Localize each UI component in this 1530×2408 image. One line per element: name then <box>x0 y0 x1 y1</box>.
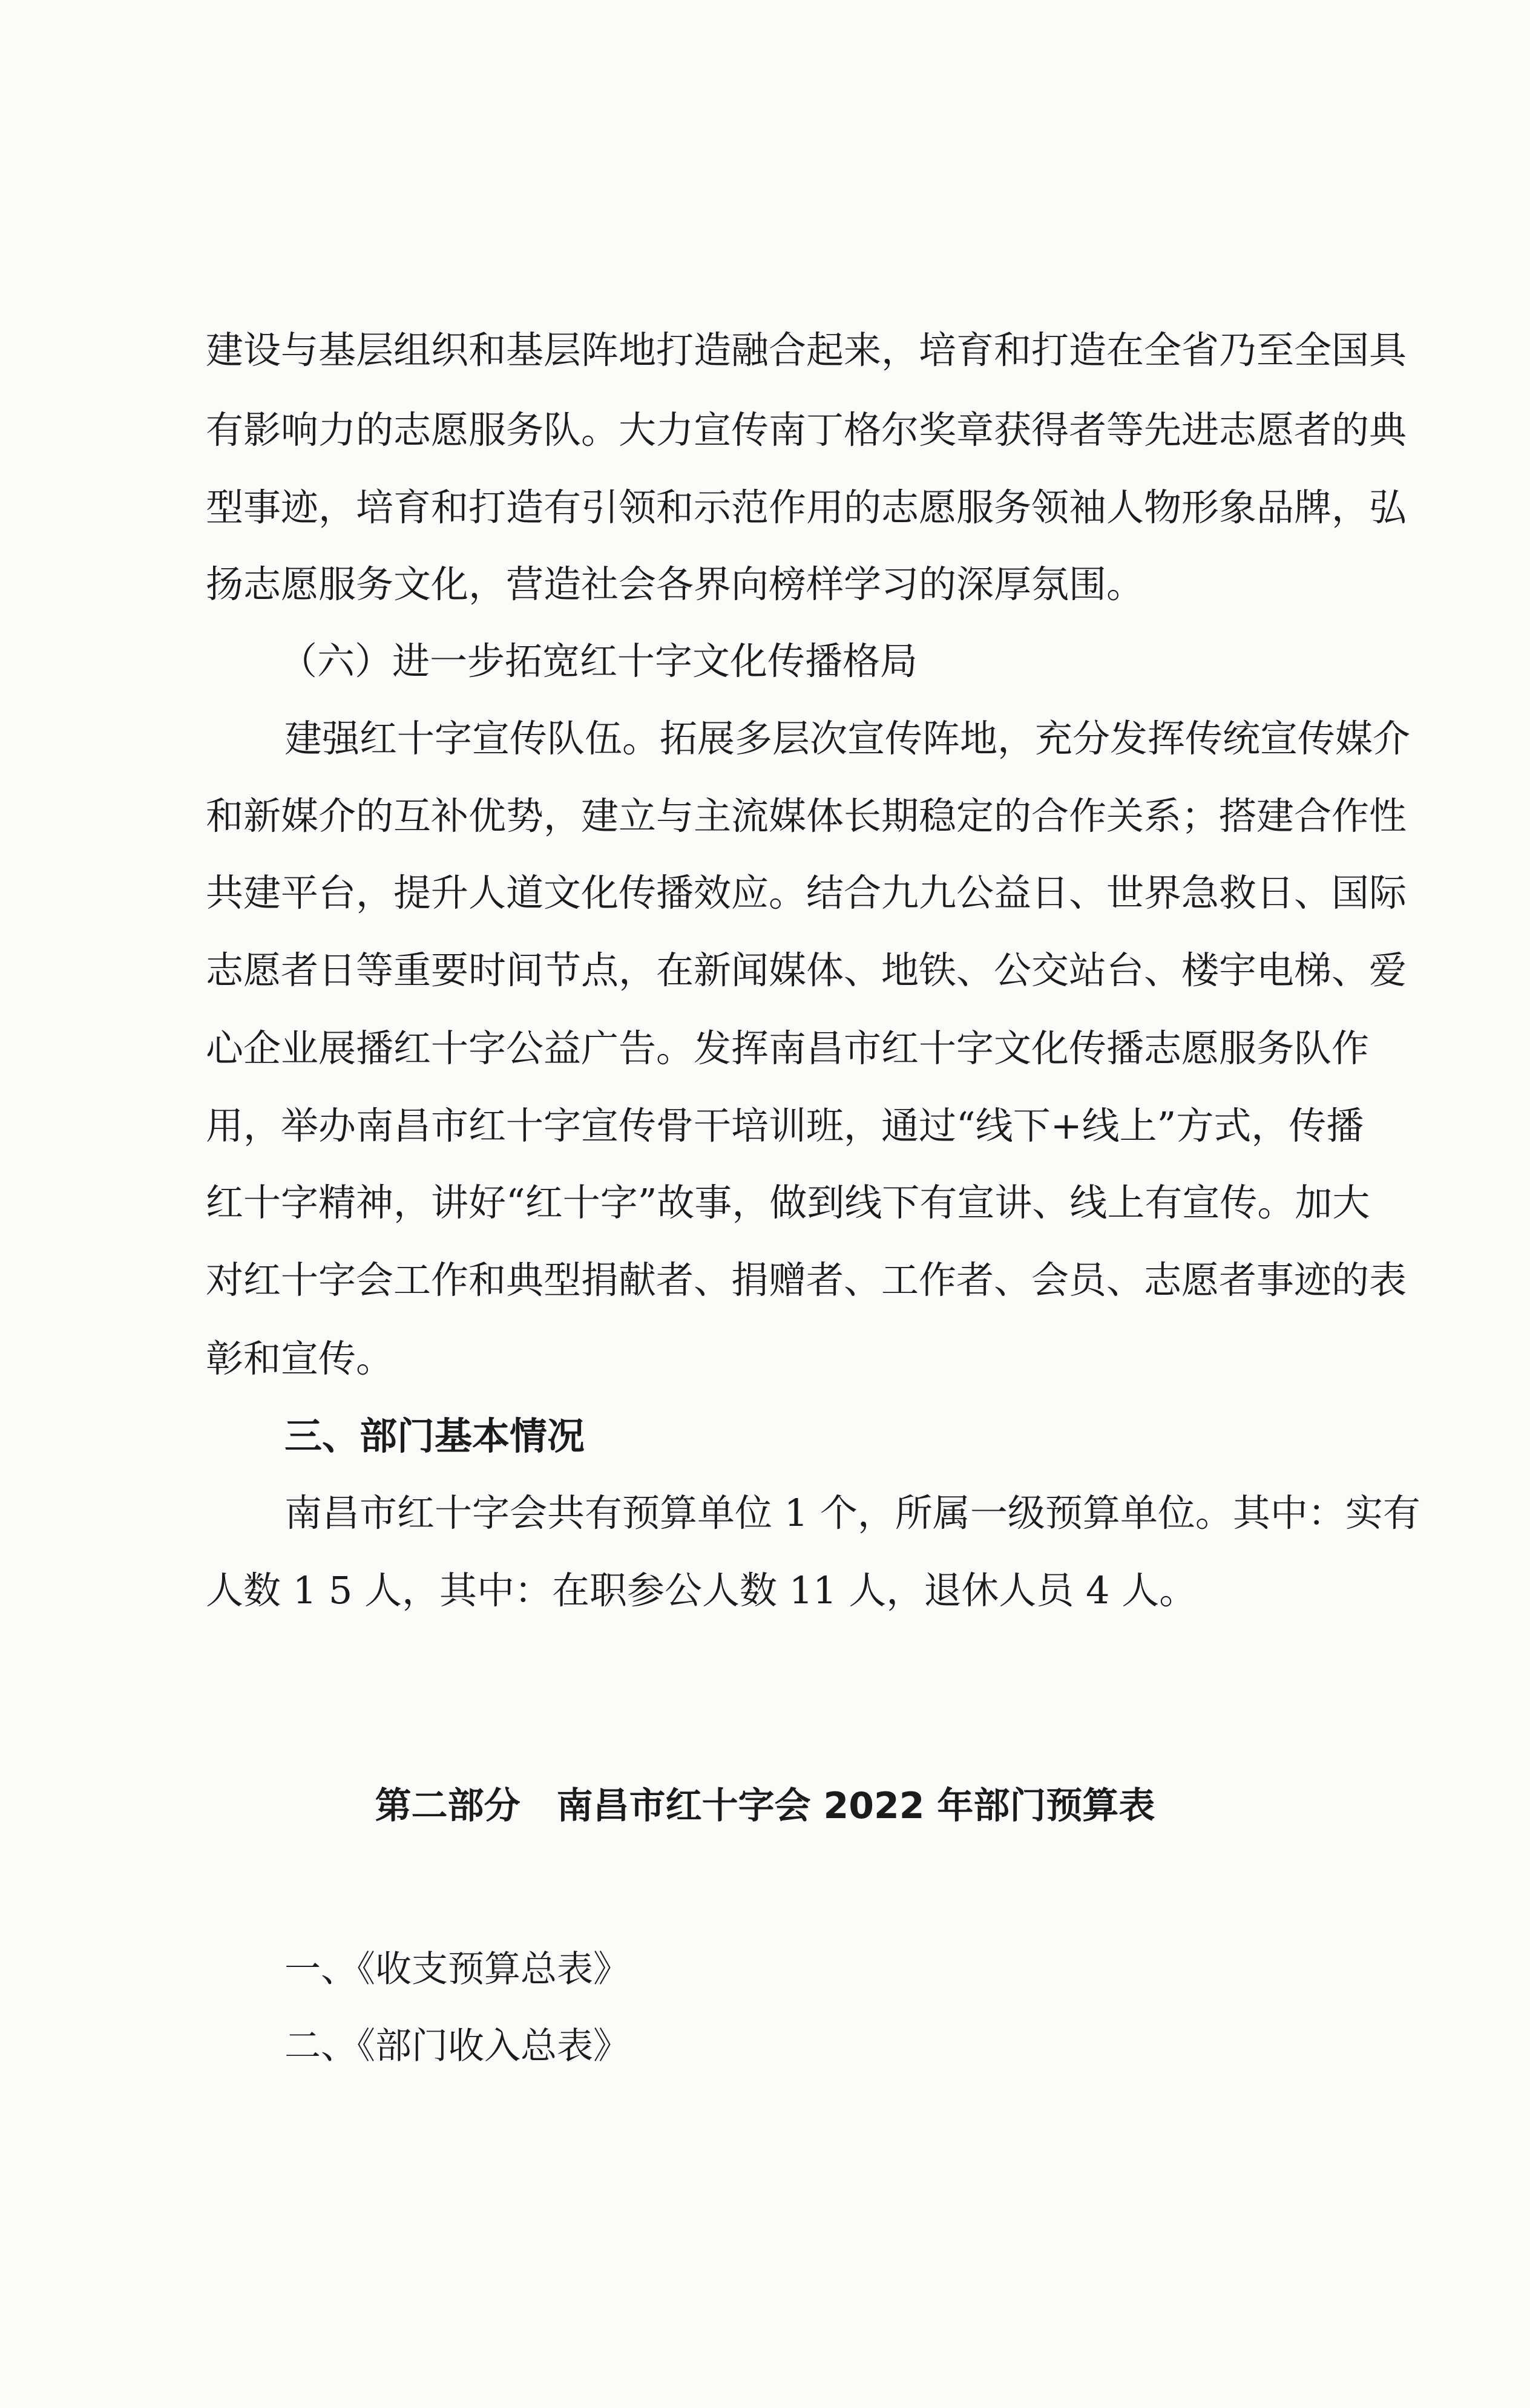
paragraph-2-line-5: 心企业展播红十字公益广告。发挥南昌市红十字文化传播志愿服务队作 <box>206 1026 1370 1070</box>
paragraph-1-line-4: 扬志愿服务文化，营造社会各界向榜样学习的深厚氛围。 <box>206 562 1144 606</box>
paragraph-2-line-9: 彰和宣传。 <box>206 1337 394 1381</box>
heading-6: （六）进一步拓宽红十字文化传播格局 <box>280 639 918 683</box>
paragraph-2-line-1: 建强红十字宣传队伍。拓展多层次宣传阵地，充分发挥传统宣传媒介 <box>284 716 1411 761</box>
table-list-item-2: 二、《部门收入总表》 <box>284 2025 629 2067</box>
paragraph-2-line-7: 红十字精神，讲好“红十字”故事，做到线下有宣讲、线上有宣传。加大 <box>206 1180 1370 1225</box>
paragraph-1-line-3: 型事迹，培育和打造有引领和示范作用的志愿服务领袖人物形象品牌，弘 <box>206 485 1407 529</box>
paragraph-1-line-1: 建设与基层组织和基层阵地打造融合起来，培育和打造在全省乃至全国具 <box>206 328 1407 372</box>
paragraph-3-line-1: 南昌市红十字会共有预算单位 1 个，所属一级预算单位。其中：实有 <box>284 1491 1420 1535</box>
paragraph-2-line-2: 和新媒介的互补优势，建立与主流媒体长期稳定的合作关系；搭建合作性 <box>206 794 1407 838</box>
paragraph-2-line-4: 志愿者日等重要时间节点，在新闻媒体、地铁、公交站台、楼宇电梯、爱 <box>206 948 1407 992</box>
table-list-item-1: 一、《收支预算总表》 <box>284 1948 629 1991</box>
section-3-heading: 三、部门基本情况 <box>284 1414 585 1458</box>
paragraph-1-line-2: 有影响力的志愿服务队。大力宣传南丁格尔奖章获得者等先进志愿者的典 <box>206 408 1407 452</box>
paragraph-3-line-2: 人数 1 5 人，其中：在职参公人数 11 人，退休人员 4 人。 <box>206 1568 1197 1612</box>
paragraph-2-line-8: 对红十字会工作和典型捐献者、捐赠者、工作者、会员、志愿者事迹的表 <box>206 1258 1407 1302</box>
part-2-title: 第二部分 南昌市红十字会 2022 年部门预算表 <box>375 1785 1155 1827</box>
paragraph-2-line-3: 共建平台，提升人道文化传播效应。结合九九公益日、世界急救日、国际 <box>206 871 1407 915</box>
paragraph-2-line-6: 用，举办南昌市红十字宣传骨干培训班，通过“线下+线上”方式，传播 <box>206 1104 1364 1148</box>
